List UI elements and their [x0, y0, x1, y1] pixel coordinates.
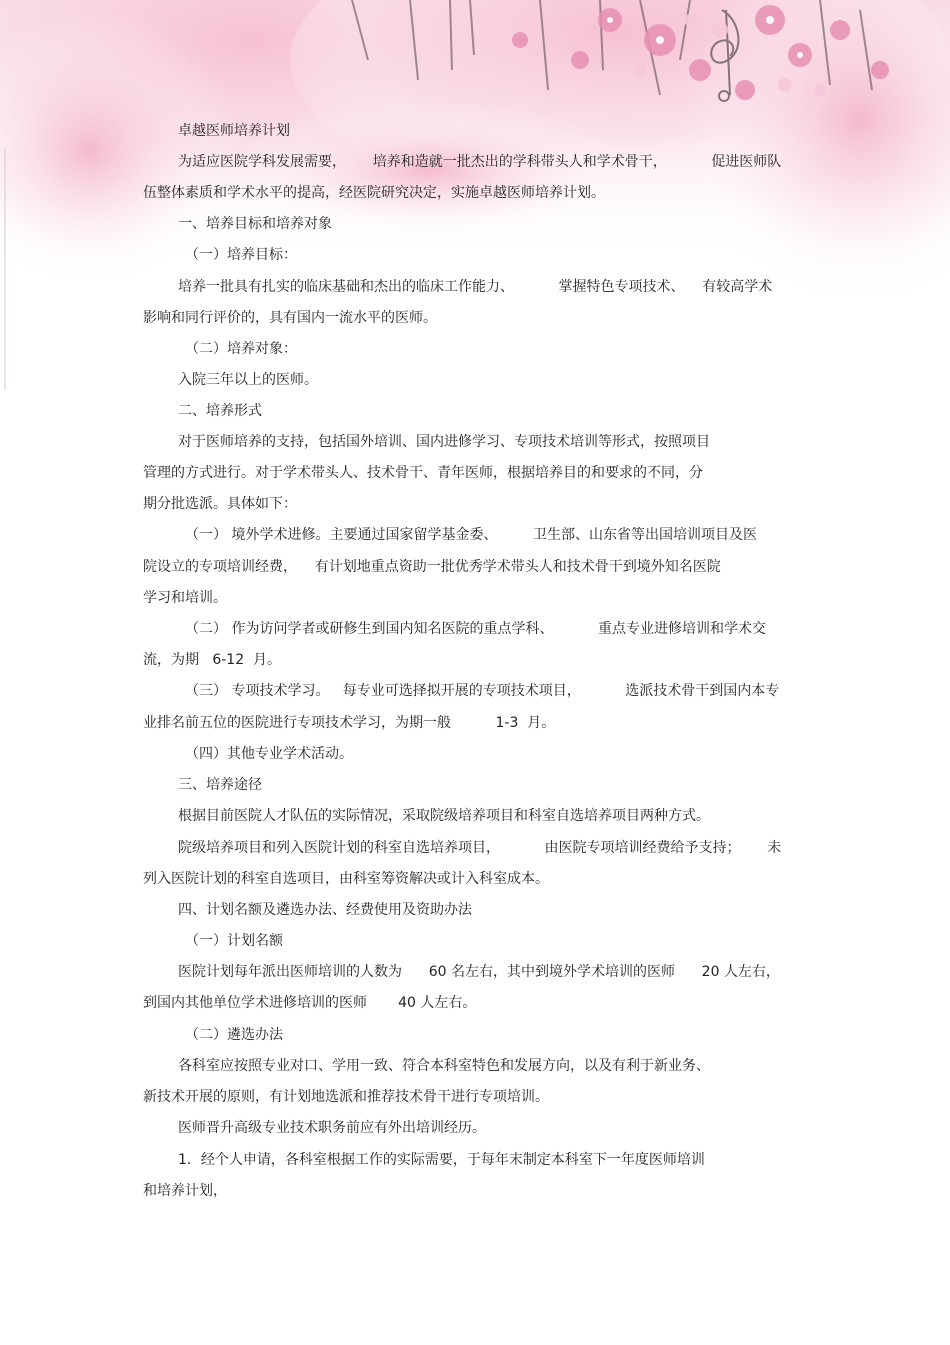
text-line: 三、培养途径: [178, 777, 262, 793]
text-line: 新技术开展的原则，有计划地选派和推荐技术骨干进行专项培训。: [143, 1089, 549, 1105]
text-line: （一）培养目标：: [185, 247, 297, 263]
text-line: 学习和培训。: [143, 590, 227, 606]
text-line: 一、培养目标和培养对象: [178, 216, 332, 232]
text-line: 列入医院计划的科室自选项目，由科室筹资解决或计入科室成本。: [143, 871, 549, 887]
text-line: 医师晋升高级专业技术职务前应有外出培训经历。: [178, 1120, 486, 1136]
text-line: （三） 专项技术学习。 每专业可选择拟开展的专项技术项目， 选派技术骨干到国内本专: [185, 683, 780, 699]
text-line: 影响和同行评价的，具有国内一流水平的医师。: [143, 310, 437, 326]
text-line: 为适应医院学科发展需要， 培养和造就一批杰出的学科带头人和学术骨干， 促进医师队: [178, 154, 782, 170]
text-line: 入院三年以上的医师。: [178, 372, 318, 388]
text-line: 管理的方式进行。对于学术带头人、技术骨干、青年医师，根据培养目的和要求的不同，分: [143, 465, 703, 481]
text-line: 流，为期 6-12 月。: [143, 652, 282, 668]
text-line: （二）遴选办法: [185, 1027, 283, 1043]
text-line: （一）计划名额: [185, 933, 283, 949]
text-line: （二） 作为访问学者或研修生到国内知名医院的重点学科、 重点专业进修培训和学术交: [185, 621, 766, 637]
text-line: 业排名前五位的医院进行专项技术学习，为期一般 1-3 月。: [143, 715, 556, 731]
text-line: （二）培养对象：: [185, 341, 297, 357]
text-line: （一） 境外学术进修。主要通过国家留学基金委、 卫生部、山东省等出国培训项目及医: [185, 527, 758, 543]
text-line: 期分批选派。具体如下：: [143, 496, 297, 512]
text-line: 到国内其他单位学术进修培训的医师 40 人左右。: [143, 995, 477, 1011]
text-line: 各科室应按照专业对口、学用一致、符合本科室特色和发展方向，以及有利于新业务、: [178, 1058, 710, 1074]
text-line: 院级培养项目和列入医院计划的科室自选培养项目， 由医院专项培训经费给予支持； 未: [178, 840, 782, 856]
text-line: 四、计划名额及遴选办法、经费使用及资助办法: [178, 902, 472, 918]
text-line: 根据目前医院人才队伍的实际情况，采取院级培养项目和科室自选培养项目两种方式。: [178, 808, 710, 824]
text-line: 培养一批具有扎实的临床基础和杰出的临床工作能力、 掌握特色专项技术、 有较高学术: [178, 279, 773, 295]
text-line: 1．经个人申请，各科室根据工作的实际需要，于每年末制定本科室下一年度医师培训: [178, 1152, 705, 1168]
text-line: 二、培养形式: [178, 403, 262, 419]
text-line: （四）其他专业学术活动。: [185, 746, 353, 762]
text-line: 院设立的专项培训经费， 有计划地重点资助一批优秀学术带头人和技术骨干到境外知名医院: [143, 559, 721, 575]
text-line: 医院计划每年派出医师培训的人数为 60 名左右，其中到境外学术培训的医师 20 人左右，: [178, 964, 780, 980]
text-line: 卓越医师培养计划: [178, 123, 290, 139]
text-line: 伍整体素质和学术水平的提高，经医院研究决定，实施卓越医师培养计划。: [143, 185, 605, 201]
text-line: 和培养计划，: [143, 1183, 227, 1199]
text-line: 对于医师培养的支持，包括国外培训、国内进修学习、专项技术培训等形式，按照项目: [178, 434, 710, 450]
